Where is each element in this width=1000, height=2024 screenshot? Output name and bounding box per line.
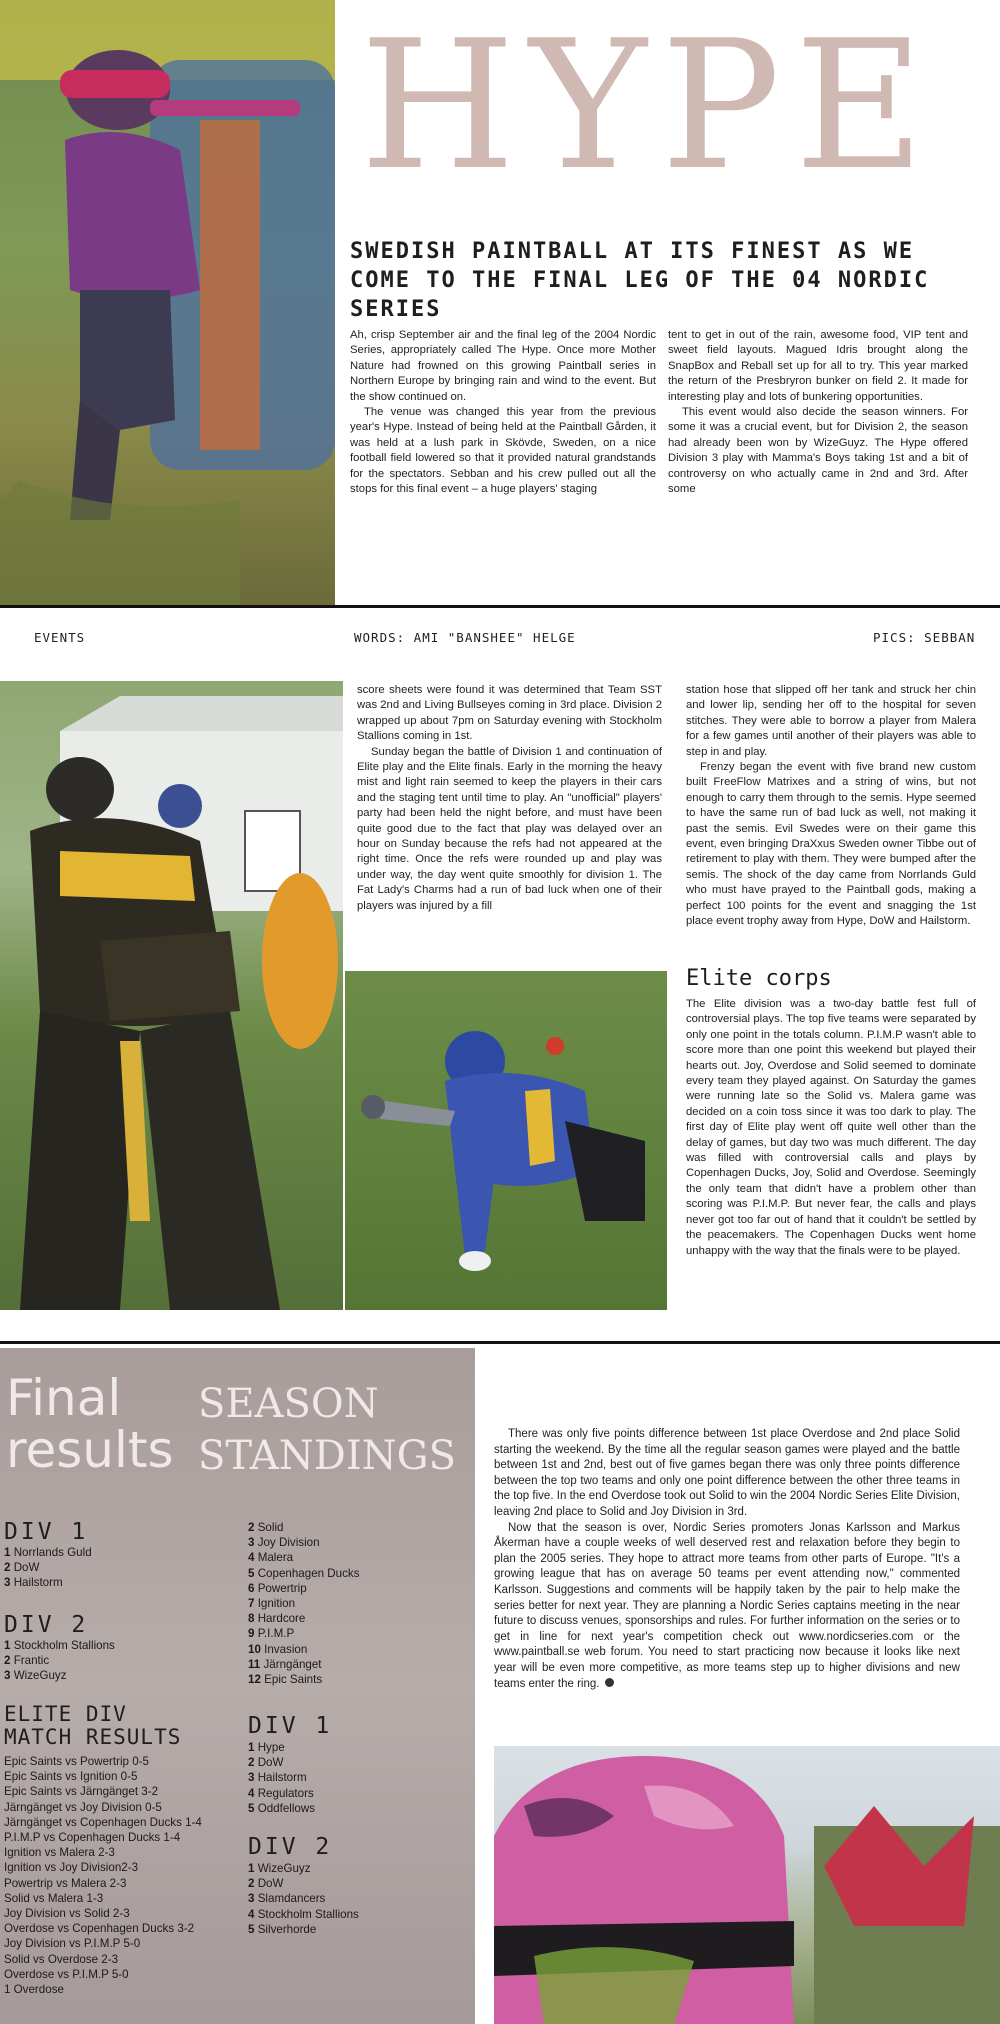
list-item: 1 Norrlands Guld: [4, 1546, 92, 1559]
page-divider: [0, 1341, 1000, 1344]
list-item: Overdose vs Copenhagen Ducks 3-2: [4, 1922, 195, 1936]
list-item: Järngänget vs Copenhagen Ducks 1-4: [4, 1815, 202, 1829]
list-item: 4 Malera: [248, 1551, 294, 1565]
season-elite-list: [248, 1520, 360, 1687]
paragraph: Sunday began the battle of Division 1 and continuation of Elite play and the Elite finals. Early in the morning the heavy mist and light rain seemed to keep the players in their cars and the staging tent until time to play. An "unofficial" players' party had been held the night before, and must have been quite good due to the fact that play was delayed over an hour on Sunday because the refs had not appeared at the right time. Once the refs were rounded up and play was under way, the day went quite smoothly for division 1. The Fat Lady's Charms had a run of bad luck when one of their players was injured by a fill: [357, 745, 662, 912]
elite-match-list: [4, 1754, 244, 1997]
paragraph: Ah, crisp September air and the final leg of the 2004 Nordic Series, appropriately called The Hype. Once more Mother Nature had frowned on this growing Paintball series in Northern Europe by bringing rain and wind to the event. But the show continued on.: [350, 329, 656, 403]
paragraph: station hose that slipped off her tank and struck her chin and lower lip, sending her off to the hospital for seven stitches. They were able to borrow a player from Malera for a few games until another of their players was able to step in and play.: [686, 684, 976, 758]
list-item: 3 Hailstorm: [248, 1771, 307, 1785]
season-div2-list: [248, 1861, 359, 1937]
list-item: 2 DoW: [248, 1756, 284, 1770]
list-item: Joy Division vs P.I.M.P 5-0: [4, 1937, 141, 1951]
list-item: 11 Järngänget: [248, 1657, 322, 1671]
list-item: 3 Slamdancers: [248, 1892, 326, 1906]
article-title: HYPE: [360, 2, 939, 209]
list-item: 2 DoW: [248, 1877, 284, 1891]
final-results-heading: [6, 1369, 206, 1479]
photo-player-pink-camo: [0, 0, 335, 606]
season-div1-heading: DIV 1: [248, 1713, 333, 1739]
paragraph: The venue was changed this year from the previous year's Hype. Instead of being held at the Paintball Gården, it was held at a lush park in Skövde, Sweden, on a nice football field lowered so that it provided natural grandstands for the spectators. Sebban and his crew pulled out all the stops for this final event – a huge players' staging: [350, 406, 656, 496]
list-item: 4 Stockholm Stallions: [248, 1907, 359, 1921]
final-div1-heading: DIV 1: [4, 1519, 89, 1545]
photo-player-camo-helmet: [494, 1746, 1000, 2024]
list-item: Ignition vs Malera 2-3: [4, 1846, 115, 1860]
list-item: Järngänget vs Joy Division 0-5: [4, 1800, 162, 1814]
list-item: 10 Invasion: [248, 1642, 308, 1656]
season-standings-heading: [198, 1378, 468, 1482]
list-item: Solid vs Overdose 2-3: [4, 1952, 119, 1966]
paragraph: This event would also decide the season winners. For some it was a crucial event, but for Division 2, the season had already been won by WizeGuyz. The Hype offered Division 3 play with Mamma's Boys taking 1st and a bit of controversy on who actually came in 2nd and 3rd. After some: [668, 406, 968, 496]
bottom-article-text: [494, 1427, 960, 1692]
elite-corps-heading: Elite corps: [686, 966, 832, 991]
list-item: 5 Silverhorde: [248, 1922, 317, 1936]
end-bullet-icon: [605, 1678, 614, 1687]
middle-column-2: [686, 683, 976, 930]
list-item: Ignition vs Joy Division2-3: [4, 1861, 139, 1875]
list-item: 7 Ignition: [248, 1597, 296, 1611]
final-results-line1: Final: [6, 1369, 122, 1427]
season-standings-line1: SEASON: [198, 1381, 379, 1427]
page-divider: [0, 605, 1000, 608]
final-div2-heading: DIV 2: [4, 1612, 89, 1638]
season-standings-line2: STANDINGS: [198, 1433, 457, 1479]
list-item: 1 Stockholm Stallions: [4, 1639, 115, 1652]
paragraph: The Elite division was a two-day battle fest full of controversial plays. The top five teams were separated by only one point in the totals column. P.I.M.P wasn't able to score more than one point this weekend but played their hearts out. Joy, Overdose and Solid seemed to dominate every team they played against. On Saturday the games were running late so the Solid vs. Malera game was decided on a coin toss since it was too dark to play. The first day of Elite play went off quite well other than the delay of games, but day two was much different. The day was filled with controversial calls and plays by Copenhagen Ducks, Joy, Solid and Overdose. Seemingly the only team that didn't have a problem other than scoring was P.I.M.P. But never fear, the calls and plays never got too far out of hand that it couldn't be settled by the peacemakers. The Copenhagen Ducks went home unhappy with the way that the finals were to be played.: [686, 998, 976, 1257]
list-item: 3 Joy Division: [248, 1536, 320, 1550]
season-div1-list: [248, 1740, 315, 1816]
list-item: Solid vs Malera 1-3: [4, 1891, 104, 1905]
list-item: 2 Solid: [248, 1521, 284, 1534]
middle-column-1: [357, 683, 662, 914]
final-results-line2: results: [6, 1421, 174, 1479]
photo-player-blue-jersey: [345, 971, 667, 1310]
list-item: 8 Hardcore: [248, 1612, 306, 1626]
paragraph: There was only five points difference between 1st place Overdose and 2nd place Solid starting the weekend. By the time all the regular season games were played and the battle between 1st and 2nd, best out of five games began there was only three points difference between the top two teams and only one point difference between the other three teams in the top five. In the end Overdose took out Solid to win the 2004 Nordic Series Elite Division, leaving 2nd place to Solid and Joy Division in 3rd.: [494, 1428, 960, 1518]
list-item: 4 Regulators: [248, 1786, 314, 1800]
paragraph: tent to get in out of the rain, awesome food, VIP tent and sweet field layouts. Magued Idris brought along the SnapBox and Reball set up for all to try. This year marked the return of the Presbryron bunker on field 2. It made for interesting play and lots of bunkering opportunities.: [668, 329, 968, 403]
final-div1-list: [4, 1545, 92, 1591]
list-item: 5 Copenhagen Ducks: [248, 1566, 360, 1580]
list-item: 5 Oddfellows: [248, 1801, 316, 1815]
list-item: Joy Division vs Solid 2-3: [4, 1907, 130, 1921]
list-item: Overdose vs P.I.M.P 5-0: [4, 1967, 129, 1981]
list-item: 2 DoW: [4, 1561, 40, 1575]
list-item: 3 Hailstorm: [4, 1576, 63, 1590]
list-item: 1 Hype: [248, 1741, 285, 1754]
list-item: 6 Powertrip: [248, 1581, 307, 1595]
elite-match-results-heading: ELITE DIV MATCH RESULTS: [4, 1702, 182, 1749]
list-item: 3 WizeGuyz: [4, 1669, 67, 1683]
byline-words: WORDS: AMI "BANSHEE" HELGE: [354, 630, 576, 645]
top-column-1: [350, 328, 656, 497]
photo-player-beavers-jersey: [0, 681, 343, 1310]
list-item: Epic Saints vs Powertrip 0-5: [4, 1755, 149, 1768]
top-column-2: [668, 328, 968, 497]
byline-pics: PICS: SEBBAN: [873, 630, 976, 645]
list-item: 12 Epic Saints: [248, 1673, 323, 1687]
list-item: Powertrip vs Malera 2-3: [4, 1876, 127, 1890]
paragraph: Frenzy began the event with five brand new custom built FreeFlow Matrixes and a string of wins, but not enough to carry them through to the semis. Hype seemed to have the same run of bad luck as well, not making it past the semis. Evil Swedes were on their game this event, even bringing DraXxus Sweden owner Tibbe out of retirement to play with them. They were bumped after the semis. The shock of the day came from Norrlands Guld who must have prayed to the Paintball gods, making a perfect 100 points for the event and snagging the 1st place event trophy away from Hype, DoW and Hailstorm.: [686, 761, 976, 928]
list-item: 2 Frantic: [4, 1654, 50, 1668]
list-item: 1 WizeGuyz: [248, 1862, 311, 1875]
list-item: Epic Saints vs Ignition 0-5: [4, 1770, 138, 1784]
section-label: EVENTS: [34, 630, 86, 645]
list-item: Epic Saints vs Järngänget 3-2: [4, 1785, 159, 1799]
list-item: 1 Overdose: [4, 1983, 64, 1997]
final-div2-list: [4, 1638, 115, 1684]
list-item: P.I.M.P vs Copenhagen Ducks 1-4: [4, 1831, 181, 1845]
elite-corps-text: [686, 997, 976, 1259]
paragraph: Now that the season is over, Nordic Series promoters Jonas Karlsson and Markus Åkerman have a couple weeks of well deserved rest and relaxation before they begin to plan the 2005 series. They hope to attract more teams from other parts of Europe. "It's a growing league that has on average 50 teams per event attending now," commented Karlsson. Suggestions and comments will be happily taken by the pair to help make the series better for next year. They are planning a Nordic Series captains meeting in the near future to discuss venues, sponsorships and rules. For further information on the series or to get in line for next year's competition check out www.nordicseries.com or the www.paintball.se web forum. You need to start practicing now because it looks like next year will be even more competitive, as more teams step up to higher divisions and new teams enter the ring.: [494, 1521, 960, 1690]
article-subhead: SWEDISH PAINTBALL AT ITS FINEST AS WE COME TO THE FINAL LEG OF THE 04 NORDIC SERIES: [350, 239, 930, 322]
season-div2-heading: DIV 2: [248, 1834, 333, 1860]
paragraph: score sheets were found it was determined that Team SST was 2nd and Living Bullseyes coming in 3rd place. Division 2 wrapped up about 7pm on Saturday evening with Stockholm Stallions coming in 1st.: [357, 684, 662, 743]
list-item: 9 P.I.M.P: [248, 1627, 295, 1641]
